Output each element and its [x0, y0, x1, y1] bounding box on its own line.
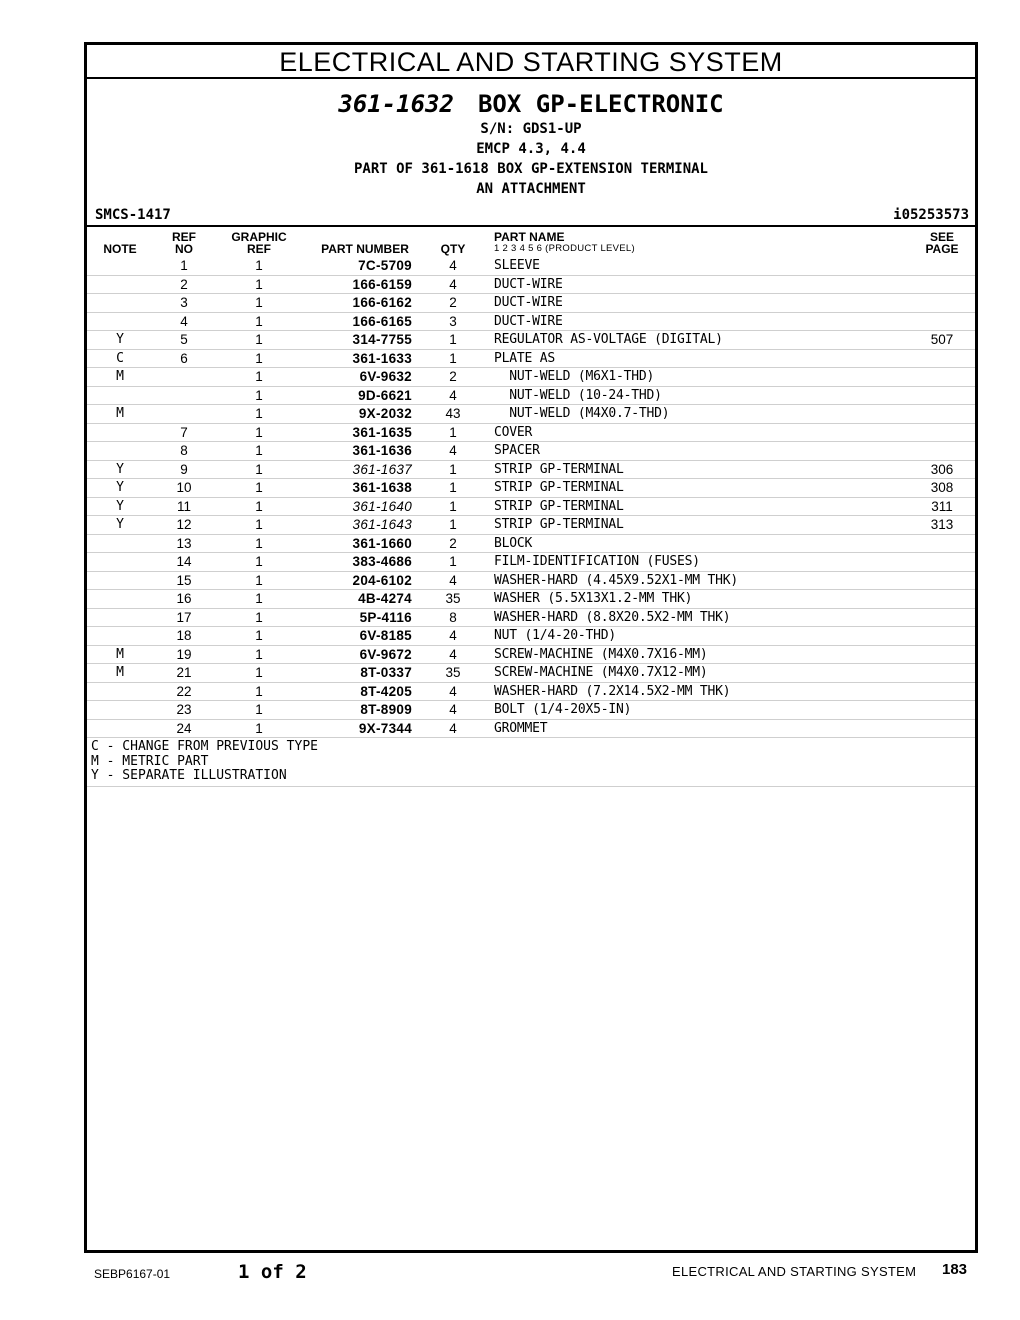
row-graphic-ref: 1 — [255, 646, 263, 662]
row-graphic-ref: 1 — [255, 369, 263, 384]
row-graphic-ref: 1 — [255, 332, 263, 347]
row-note: Y — [116, 480, 124, 495]
row-qty: 4 — [449, 720, 457, 736]
row-ref-no: 7 — [180, 424, 188, 440]
col-see-top: SEE — [929, 230, 954, 244]
row-ref-no: 1 — [180, 258, 188, 273]
group-title — [87, 89, 975, 119]
row-note: Y — [116, 498, 124, 514]
column-headers — [87, 229, 975, 257]
row-qty: 3 — [449, 313, 457, 329]
row-ref-no: 16 — [176, 591, 192, 606]
row-part-name: SLEEVE — [494, 258, 540, 273]
row-part-number: 9D-6621 — [358, 387, 412, 403]
row-qty: 1 — [449, 480, 457, 495]
table-row — [87, 498, 975, 517]
row-part-number: 8T-0337 — [360, 665, 412, 680]
row-graphic-ref: 1 — [255, 609, 263, 625]
row-see-page: 507 — [930, 332, 954, 347]
row-qty: 4 — [449, 628, 457, 643]
row-part-name: SCREW-MACHINE (M4X0.7X12-MM) — [494, 665, 708, 680]
row-part-number: 166-6162 — [352, 295, 412, 310]
row-note: Y — [116, 517, 124, 532]
row-qty: 1 — [449, 517, 457, 532]
row-part-name: STRIP GP-TERMINAL — [494, 498, 624, 514]
table-row — [87, 442, 975, 461]
row-graphic-ref: 1 — [255, 517, 263, 532]
row-ref-no: 10 — [176, 480, 192, 495]
table-row — [87, 276, 975, 295]
row-part-name: NUT-WELD (M6X1-THD) — [494, 369, 655, 384]
section-title: ELECTRICAL AND STARTING SYSTEM — [87, 45, 975, 79]
table-row — [87, 572, 975, 591]
table-row — [87, 516, 975, 535]
row-qty: 8 — [449, 609, 457, 625]
document-id: SEBP6167-01 — [94, 1267, 171, 1281]
row-part-number: 8T-8909 — [360, 702, 412, 717]
row-ref-no: 21 — [176, 665, 192, 680]
model-line: EMCP 4.3, 4.4 — [476, 141, 586, 157]
row-part-number: 361-1638 — [352, 480, 412, 495]
note-line: M - METRIC PART — [91, 753, 209, 769]
row-part-number: 7C-5709 — [358, 258, 412, 273]
row-part-name: DUCT-WIRE — [494, 276, 563, 292]
row-part-number: 383-4686 — [352, 554, 412, 569]
group-part-number: 361-1632 — [338, 90, 454, 118]
col-qty: QTY — [440, 242, 466, 256]
row-part-name: WASHER-HARD (7.2X14.5X2-MM THK) — [494, 683, 731, 699]
row-note: C — [116, 350, 124, 366]
row-qty: 35 — [445, 591, 461, 606]
row-qty: 4 — [449, 443, 457, 458]
col-see-bottom: PAGE — [925, 242, 959, 256]
row-ref-no: 15 — [176, 572, 192, 588]
row-part-number: 361-1633 — [352, 350, 412, 366]
row-graphic-ref: 1 — [255, 535, 263, 551]
table-row — [87, 479, 975, 498]
table-row — [87, 368, 975, 387]
row-ref-no: 22 — [176, 683, 192, 699]
row-part-number: 9X-7344 — [358, 720, 412, 736]
row-graphic-ref: 1 — [255, 498, 263, 514]
row-graphic-ref: 1 — [255, 480, 263, 495]
row-qty: 2 — [449, 535, 457, 551]
row-part-name: GROMMET — [494, 720, 548, 736]
row-part-number: 6V-8185 — [359, 628, 412, 643]
row-ref-no: 11 — [176, 498, 191, 514]
row-qty: 2 — [449, 369, 457, 384]
row-part-number: 6V-9632 — [359, 369, 412, 384]
row-ref-no: 24 — [176, 720, 192, 736]
row-ref-no: 18 — [176, 628, 192, 643]
group-header — [87, 79, 975, 207]
row-part-number: 204-6102 — [352, 572, 412, 588]
table-row — [87, 590, 975, 609]
col-graphic-top: GRAPHIC — [231, 230, 287, 244]
table-row — [87, 387, 975, 406]
smcs-code: SMCS-1417 — [95, 207, 171, 223]
row-ref-no: 2 — [180, 276, 188, 292]
row-see-page: 306 — [930, 461, 954, 477]
row-qty: 4 — [449, 646, 457, 662]
part-of-line: PART OF 361-1618 BOX GP-EXTENSION TERMINAL — [353, 161, 708, 177]
row-qty: 1 — [449, 498, 457, 514]
row-part-number: 361-1635 — [352, 424, 412, 440]
row-part-name: STRIP GP-TERMINAL — [494, 480, 624, 495]
row-graphic-ref: 1 — [255, 665, 263, 680]
notes-legend — [91, 740, 318, 784]
row-ref-no: 8 — [180, 443, 188, 458]
row-part-name: NUT-WELD (10-24-THD) — [494, 387, 662, 403]
table-row — [87, 350, 975, 369]
row-graphic-ref: 1 — [255, 461, 263, 477]
row-part-number: 314-7755 — [352, 332, 412, 347]
row-part-number: 5P-4116 — [359, 609, 412, 625]
table-row — [87, 553, 975, 572]
row-qty: 43 — [445, 406, 461, 421]
row-qty: 1 — [449, 424, 457, 440]
col-product-level: 1 2 3 4 5 6 (PRODUCT LEVEL) — [494, 243, 635, 254]
col-ref-top: REF — [172, 230, 196, 244]
table-row — [87, 609, 975, 628]
row-part-name: REGULATOR AS-VOLTAGE (DIGITAL) — [494, 332, 723, 347]
row-ref-no: 14 — [176, 554, 192, 569]
row-part-name: WASHER-HARD (8.8X20.5X2-MM THK) — [494, 609, 731, 625]
row-part-name: COVER — [494, 424, 533, 440]
page-number: 183 — [942, 1261, 968, 1278]
row-ref-no: 13 — [176, 535, 192, 551]
row-graphic-ref: 1 — [255, 276, 263, 292]
row-ref-no: 12 — [176, 517, 192, 532]
table-row — [87, 720, 975, 739]
row-qty: 4 — [449, 258, 457, 273]
table-row — [87, 405, 975, 424]
row-graphic-ref: 1 — [255, 387, 263, 403]
row-graphic-ref: 1 — [255, 258, 263, 273]
row-part-number: 6V-9672 — [359, 646, 412, 662]
row-qty: 4 — [449, 387, 457, 403]
page-frame — [84, 42, 978, 1253]
row-ref-no: 9 — [180, 461, 188, 477]
row-ref-no: 6 — [180, 350, 188, 366]
table-row — [87, 535, 975, 554]
serial-number: S/N: GDS1-UP — [480, 121, 582, 137]
parts-table — [87, 257, 975, 783]
row-part-number: 166-6165 — [352, 313, 412, 329]
table-row — [87, 701, 975, 720]
table-row — [87, 664, 975, 683]
row-part-name: STRIP GP-TERMINAL — [494, 461, 624, 477]
row-qty: 1 — [449, 350, 457, 366]
footer-section-title: ELECTRICAL AND STARTING SYSTEM — [672, 1264, 917, 1279]
row-note: M — [116, 406, 124, 421]
row-part-number: 361-1637 — [352, 461, 412, 477]
row-ref-no: 19 — [176, 646, 192, 662]
note-line: Y - SEPARATE ILLUSTRATION — [91, 768, 287, 783]
col-part-name: PART NAME — [494, 230, 565, 244]
table-row — [87, 257, 975, 276]
row-part-name: NUT (1/4-20-THD) — [494, 628, 617, 643]
row-graphic-ref: 1 — [255, 628, 263, 643]
notes-divider — [87, 786, 975, 787]
row-part-number: 4B-4274 — [358, 591, 412, 606]
table-row — [87, 646, 975, 665]
row-qty: 4 — [449, 276, 457, 292]
row-graphic-ref: 1 — [255, 406, 263, 421]
row-part-name: SPACER — [494, 443, 540, 458]
note-line: C - CHANGE FROM PREVIOUS TYPE — [91, 739, 318, 754]
row-qty: 35 — [445, 665, 461, 680]
row-qty: 4 — [449, 702, 457, 717]
row-part-name: WASHER-HARD (4.45X9.52X1-MM THK) — [494, 572, 739, 588]
page-of: 1 of 2 — [238, 1261, 307, 1283]
row-note: Y — [116, 461, 124, 477]
illustration-id: i05253573 — [893, 207, 969, 223]
row-ref-no: 5 — [180, 332, 188, 347]
row-part-name: FILM-IDENTIFICATION (FUSES) — [494, 554, 700, 569]
row-graphic-ref: 1 — [255, 572, 263, 588]
row-part-name: BLOCK — [494, 535, 533, 551]
row-graphic-ref: 1 — [255, 313, 263, 329]
row-part-name: STRIP GP-TERMINAL — [494, 517, 624, 532]
row-graphic-ref: 1 — [255, 683, 263, 699]
col-part-number: PART NUMBER — [321, 242, 409, 256]
row-see-page: 313 — [930, 517, 954, 532]
row-part-number: 166-6159 — [352, 276, 412, 292]
row-part-number: 361-1640 — [352, 498, 412, 514]
row-part-name: BOLT (1/4-20X5-IN) — [494, 702, 632, 717]
row-qty: 4 — [449, 572, 457, 588]
page-footer — [0, 1255, 1020, 1295]
table-row — [87, 313, 975, 332]
row-part-name: DUCT-WIRE — [494, 313, 563, 329]
attachment-line: AN ATTACHMENT — [476, 181, 586, 197]
smcs-row — [87, 205, 975, 227]
table-row — [87, 424, 975, 443]
row-part-name: NUT-WELD (M4X0.7-THD) — [494, 406, 670, 421]
row-see-page: 311 — [931, 498, 953, 514]
row-qty: 2 — [449, 295, 457, 310]
table-row — [87, 683, 975, 702]
row-note: M — [116, 369, 124, 384]
row-part-number: 9X-2032 — [358, 406, 412, 421]
row-graphic-ref: 1 — [255, 554, 263, 569]
row-note: Y — [116, 332, 124, 347]
row-ref-no: 3 — [180, 295, 188, 310]
table-row — [87, 627, 975, 646]
row-ref-no: 17 — [176, 609, 192, 625]
col-graphic-bottom: REF — [247, 242, 271, 256]
table-row — [87, 331, 975, 350]
group-name: BOX GP-ELECTRONIC — [477, 90, 724, 118]
row-part-number: 361-1636 — [352, 443, 412, 458]
row-qty: 4 — [449, 683, 457, 699]
row-note: M — [116, 665, 124, 680]
row-graphic-ref: 1 — [255, 295, 263, 310]
row-note: M — [116, 646, 124, 662]
row-qty: 1 — [449, 461, 457, 477]
row-part-name: SCREW-MACHINE (M4X0.7X16-MM) — [494, 646, 708, 662]
row-ref-no: 23 — [176, 702, 192, 717]
row-see-page: 308 — [930, 480, 954, 495]
row-graphic-ref: 1 — [255, 591, 263, 606]
row-graphic-ref: 1 — [255, 443, 263, 458]
table-row — [87, 461, 975, 480]
row-part-name: WASHER (5.5X13X1.2-MM THK) — [494, 591, 693, 606]
col-ref-bottom: NO — [175, 242, 193, 256]
row-part-number: 8T-4205 — [360, 683, 412, 699]
row-graphic-ref: 1 — [255, 702, 263, 717]
row-qty: 1 — [449, 332, 457, 347]
row-graphic-ref: 1 — [255, 424, 263, 440]
col-note: NOTE — [103, 242, 137, 256]
row-ref-no: 4 — [180, 313, 188, 329]
row-part-number: 361-1660 — [352, 535, 412, 551]
table-row — [87, 294, 975, 313]
row-graphic-ref: 1 — [255, 350, 263, 366]
row-part-name: DUCT-WIRE — [494, 295, 563, 310]
row-part-number: 361-1643 — [352, 517, 412, 532]
row-qty: 1 — [449, 554, 457, 569]
row-graphic-ref: 1 — [255, 720, 263, 736]
row-part-name: PLATE AS — [494, 350, 556, 366]
